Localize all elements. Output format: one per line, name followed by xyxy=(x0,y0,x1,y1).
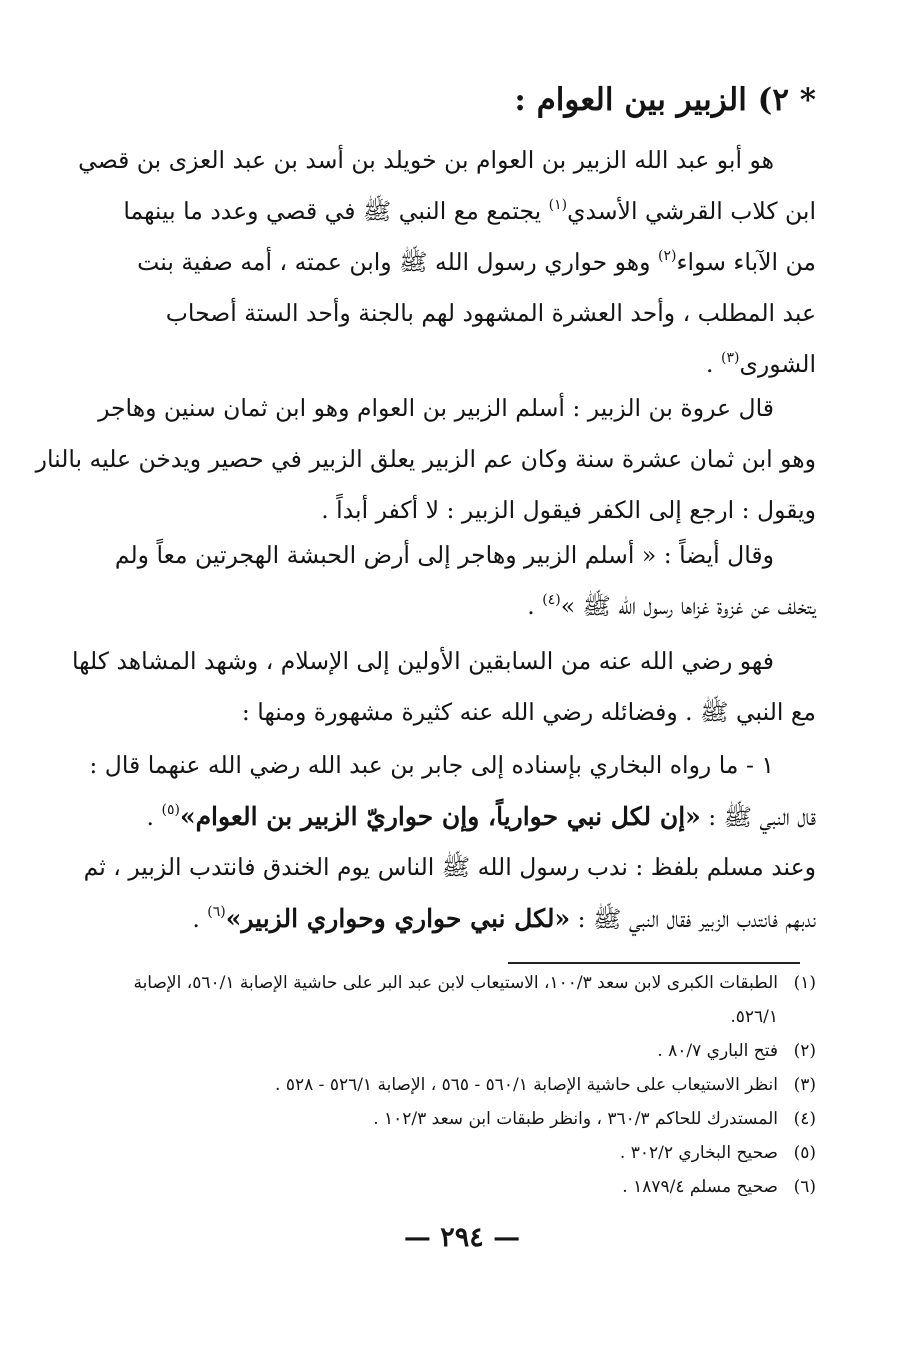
text-line: مع النبي ﷺ . وفضائله رضي الله عنه كثيرة مشهورة ومنها : xyxy=(241,698,816,726)
paragraph-1 xyxy=(78,135,816,390)
footnote-number: (٤) xyxy=(793,1109,816,1129)
hadith-quote: «لكل نبي حواري وحواري الزبير» xyxy=(225,904,571,933)
section-heading: * ٢) الزبير بين العوام : xyxy=(514,82,816,118)
footnote-item xyxy=(116,1136,816,1170)
text-line: وعند مسلم بلفظ : ندب رسول الله ﷺ الناس يوم الخندق فانتدب الزبير ، ثم xyxy=(83,853,816,881)
footnote-ref: (٤) xyxy=(542,592,561,608)
text-span: الشورى xyxy=(739,350,816,378)
text-span: يتخلف عن غزوة غزاها رسول الله ﷺ » xyxy=(560,592,816,620)
footnote-text: صحيح البخاري ٣٠٢/٢ . xyxy=(619,1143,778,1163)
footnote-text: الطبقات الكبرى لابن سعد ١٠٠/٣، الاستيعاب لابن عبد البر على حاشية الإصابة ٥٦٠/١، الإصابة xyxy=(133,973,778,993)
text-line: ويقول : ارجع إلى الكفر فيقول الزبير : لا أكفر أبداً . xyxy=(321,496,816,524)
text-span: يجتمع مع النبي ﷺ في قصي وعدد ما بينهما xyxy=(123,197,549,225)
text-line: هو أبو عبد الله الزبير بن العوام بن خويلد بن أسد بن عبد العزى بن قصي xyxy=(78,146,774,174)
footnote-item xyxy=(116,1068,816,1102)
footnote-number: (٣) xyxy=(793,1075,816,1095)
footnote-number: (٢) xyxy=(793,1041,816,1061)
footnote-text: فتح الباري ٨٠/٧ . xyxy=(657,1041,778,1061)
footnote-item xyxy=(116,1170,816,1204)
text-line: ١ - ما رواه البخاري بإسناده إلى جابر بن عبد الله رضي الله عنهما قال : xyxy=(89,751,774,779)
footnote-number: (٦) xyxy=(793,1177,816,1197)
text-span: . xyxy=(706,350,721,378)
text-line xyxy=(102,186,816,237)
footnote-item xyxy=(116,1034,816,1068)
footnote-ref: (١) xyxy=(548,197,568,213)
text-line xyxy=(102,237,816,288)
text-span: ندبهم فانتدب الزبير فقال النبي ﷺ : xyxy=(570,905,816,933)
text-span: ابن كلاب القرشي الأسدي xyxy=(567,197,816,225)
text-line: قال عروة بن الزبير : أسلم الزبير بن العوام وهو ابن ثمان سنين وهاجر xyxy=(98,394,774,422)
text-span: . xyxy=(146,803,162,831)
text-line xyxy=(102,791,816,842)
page-number: — ٢٩٤ — xyxy=(403,1222,521,1253)
text-line xyxy=(102,893,816,944)
text-line: وهو ابن ثمان عشرة سنة وكان عم الزبير يعلق الزبير في حصير ويدخن عليه بالنار xyxy=(35,445,816,473)
text-span: . xyxy=(192,905,208,933)
footnote-ref: (٢) xyxy=(658,248,677,264)
footnote-number: (٥) xyxy=(793,1143,816,1163)
text-span: . xyxy=(527,592,543,620)
footnote-ref: (٣) xyxy=(720,350,740,366)
text-line: وقال أيضاً : « أسلم الزبير وهاجر إلى أرض الحبشة الهجرتين معاً ولم xyxy=(114,541,774,569)
text-line xyxy=(102,581,816,632)
footnote-continuation: ٥٢٦/١. xyxy=(730,1007,778,1027)
text-span: وهو حواري رسول الله ﷺ وابن عمته ، أمه صفية بنت xyxy=(137,248,659,276)
footnote-text: صحيح مسلم ١٨٧٩/٤ . xyxy=(622,1177,778,1197)
paragraph-3 xyxy=(102,530,816,632)
hadith-quote: «إن لكل نبي حوارياً، وإن حواريّ الزبير بن العوام» xyxy=(179,802,701,831)
text-span: من الآباء سواء xyxy=(676,248,816,276)
paragraph-2 xyxy=(35,383,816,536)
footnote-ref: (٥) xyxy=(161,802,180,818)
text-span: قال النبي ﷺ : xyxy=(700,803,816,831)
footnote-item xyxy=(116,1102,816,1136)
footnote-ref: (٦) xyxy=(207,904,226,920)
text-line: فهو رضي الله عنه من السابقين الأولين إلى الإسلام ، وشهد المشاهد كلها xyxy=(72,647,774,675)
footnote-number: (١) xyxy=(793,973,816,993)
footnote-text: المستدرك للحاكم ٣٦٠/٣ ، وانظر طبقات ابن سعد ١٠٢/٣ . xyxy=(373,1109,778,1129)
footnote-divider xyxy=(508,962,800,964)
paragraph-4 xyxy=(72,636,816,738)
footnotes xyxy=(116,966,816,1204)
footnote-item xyxy=(116,966,816,1000)
paragraph-5 xyxy=(83,740,816,944)
footnote-text: انظر الاستيعاب على حاشية الإصابة ٥٦٠/١ - ٥٦٥ ، الإصابة ٥٢٦/١ - ٥٢٨ . xyxy=(275,1075,778,1095)
text-line: عبد المطلب ، وأحد العشرة المشهود لهم بالجنة وأحد الستة أصحاب xyxy=(165,299,816,327)
